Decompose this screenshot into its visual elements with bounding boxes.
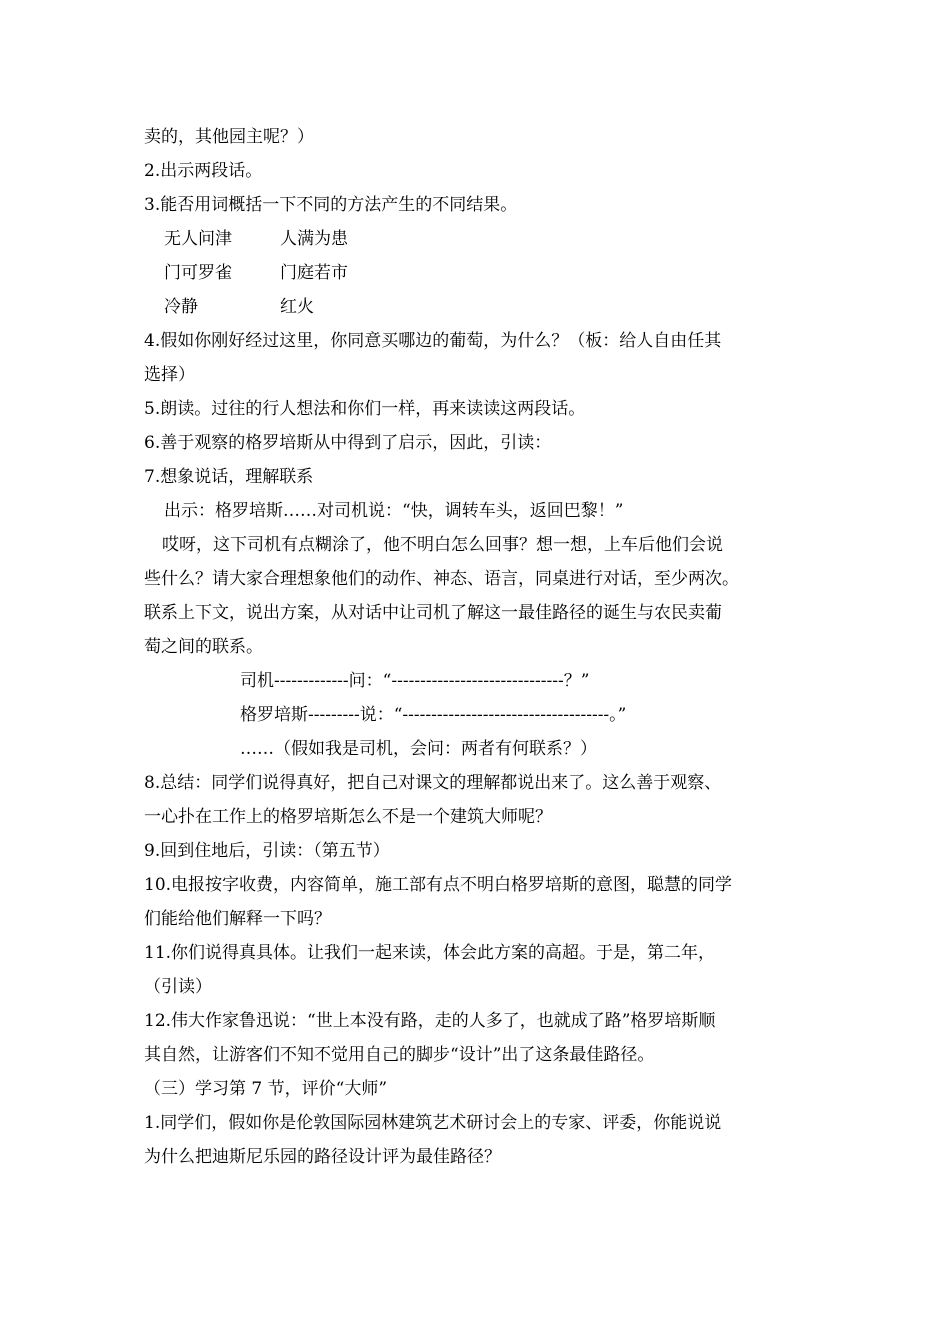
paragraph-line: 萄之间的联系。: [144, 637, 263, 657]
paragraph-line: 其自然，让游客们不知不觉用自己的脚步“设计”出了这条最佳路径。: [144, 1045, 655, 1065]
paragraph-line: 们能给他们解释一下吗？: [144, 909, 331, 929]
paragraph-line: 哎呀，这下司机有点糊涂了，他不明白怎么回事？想一想，上车后他们会说: [162, 535, 723, 555]
paragraph-line: （引读）: [144, 977, 212, 997]
paragraph-line: 些什么？请大家合理想象他们的动作、神态、语言，同桌进行对话，至少两次。: [144, 569, 739, 589]
paragraph-line: 12.伟大作家鲁迅说：“世上本没有路，走的人多了，也就成了路”格罗培斯顺: [144, 1011, 716, 1031]
paragraph-line: 5.朗读。过往的行人想法和你们一样，再来读读这两段话。: [144, 399, 586, 419]
paragraph-line: 选择）: [144, 365, 195, 385]
dialogue-line: 司机-------------问：“------------------------------？”: [240, 671, 590, 691]
word-left: 冷静: [164, 297, 198, 317]
paragraph-line: 2.出示两段话。: [144, 161, 263, 181]
document-body: [144, 120, 816, 1174]
paragraph-line: 一心扑在工作上的格罗培斯怎么不是一个建筑大师呢？: [144, 807, 552, 827]
paragraph-line: 为什么把迪斯尼乐园的路径设计评为最佳路径？: [144, 1147, 501, 1167]
paragraph-line: 9.回到住地后，引读：（第五节）: [144, 841, 390, 861]
paragraph-line: 8.总结：同学们说得真好，把自己对课文的理解都说出来了。这么善于观察、: [144, 773, 722, 793]
paragraph-line: 10.电报按字收费，内容简单，施工部有点不明白格罗培斯的意图，聪慧的同学: [144, 875, 733, 895]
dialogue-line: ……（假如我是司机，会问：两者有何联系？）: [240, 739, 597, 759]
paragraph-line: 出示：格罗培斯……对司机说：“快，调转车头，返回巴黎！”: [164, 501, 624, 521]
paragraph-line: 6.善于观察的格罗培斯从中得到了启示，因此，引读：: [144, 433, 552, 453]
word-left: 无人问津: [164, 229, 232, 249]
dialogue-line: 格罗培斯---------说：“------------------------------------。”: [240, 705, 627, 725]
word-left: 门可罗雀: [164, 263, 232, 283]
word-pair: [144, 256, 816, 290]
word-right: 红火: [280, 297, 314, 317]
word-right: 门庭若市: [280, 263, 348, 283]
word-pair: [144, 290, 816, 324]
paragraph-line: 7.想象说话，理解联系: [144, 467, 314, 487]
paragraph-line: 11.你们说得真具体。让我们一起来读，体会此方案的高超。于是，第二年，: [144, 943, 716, 963]
paragraph-line: 4.假如你刚好经过这里，你同意买哪边的葡萄，为什么？（板：给人自由任其: [144, 331, 722, 351]
paragraph-line: 1.同学们，假如你是伦敦国际园林建筑艺术研讨会上的专家、评委，你能说说: [144, 1113, 722, 1133]
section-heading: （三）学习第 7 节，评价“大师”: [144, 1079, 388, 1099]
paragraph-line: 3.能否用词概括一下不同的方法产生的不同结果。: [144, 195, 518, 215]
paragraph-line: 联系上下文，说出方案，从对话中让司机了解这一最佳路径的诞生与农民卖葡: [144, 603, 722, 623]
word-pair: [144, 222, 816, 256]
word-right: 人满为患: [280, 229, 348, 249]
paragraph-line: 卖的，其他园主呢？）: [144, 127, 314, 147]
